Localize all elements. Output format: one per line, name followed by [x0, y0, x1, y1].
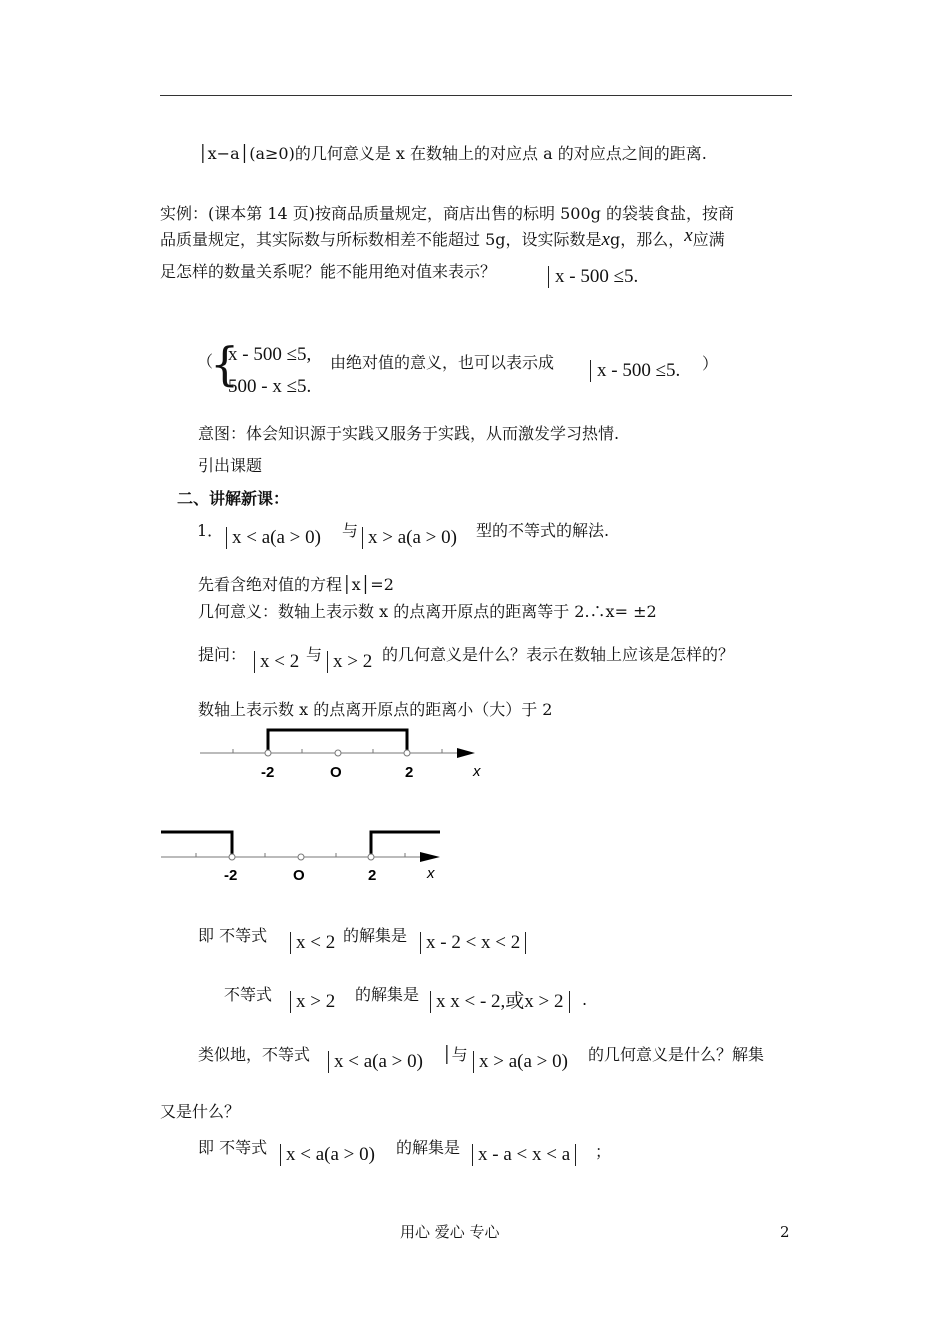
nl2-axis-var: x: [427, 865, 435, 882]
question-math-a: x < 2: [254, 651, 299, 673]
section-heading: 二、讲解新课：: [177, 489, 290, 508]
nl1-label-2: 2: [405, 764, 414, 781]
equation-line: 先看含绝对值的方程│x│=2: [198, 575, 394, 594]
sol1-set: x - 2 < x < 2: [420, 932, 526, 954]
sol1-ineq: x < 2: [290, 932, 335, 954]
nl2-label-origin: O: [293, 867, 305, 884]
system-brace: {: [210, 337, 240, 391]
example-line-1: 实例：(课本第 14 页)按商品质量规定，商店出售的标明 500g 的袋装食盐，按商: [160, 204, 734, 223]
similar-math-a: x < a(a > 0): [328, 1051, 423, 1073]
system-row-1: x - 500 ≤5,: [228, 344, 312, 365]
example-line-2-b: g，那么，: [609, 230, 685, 249]
question-prefix: 提问：: [198, 645, 247, 664]
example-line-2-a: 品质量规定，其实际数与所标数相差不能超过 5g，设实际数是: [160, 230, 602, 249]
system-math: x - 500 ≤5.: [590, 360, 680, 382]
sol2-ineq: x > 2: [290, 991, 335, 1013]
example-math: x - 500 ≤5.: [548, 266, 638, 288]
number-line-1: [195, 725, 495, 785]
item1-math-a: x < a(a > 0): [226, 527, 321, 549]
intro-line: │x−a│(a≥0)的几何意义是 x 在数轴上的对应点 a 的对应点之间的距离.: [198, 144, 707, 163]
example-line-2-c: 应满: [692, 230, 725, 249]
item1-tail: 型的不等式的解法.: [476, 521, 610, 540]
sol3-set: x - a < x < a: [472, 1144, 576, 1166]
system-open-paren: （: [197, 352, 214, 371]
similar-continued: 又是什么？: [160, 1102, 241, 1121]
sol3-ineq: x < a(a > 0): [280, 1144, 375, 1166]
number-line-2: [158, 826, 458, 886]
item1-math-b: x > a(a > 0): [362, 527, 457, 549]
lead-in-line: 引出课题: [198, 456, 263, 475]
item1-mid: 与: [342, 521, 359, 540]
sol2-mid: 的解集是: [355, 985, 420, 1004]
footer-motto: 用心 爱心 专心: [400, 1223, 500, 1241]
sol2-set: x x < - 2,或x > 2: [430, 991, 570, 1013]
item1-number: 1．: [197, 521, 224, 540]
header-rule: [160, 95, 792, 96]
intent-line: 意图：体会知识源于实践又服务于实践，从而激发学习热情.: [198, 424, 620, 443]
system-text: 由绝对值的意义，也可以表示成: [330, 353, 555, 372]
similar-mid: │与: [442, 1045, 468, 1064]
question-math-b: x > 2: [327, 651, 372, 673]
nl1-label-origin: O: [330, 764, 342, 781]
system-row-2: 500 - x ≤5.: [228, 376, 312, 397]
question-mid: 与: [306, 645, 323, 664]
similar-prefix: 类似地，不等式: [198, 1045, 311, 1064]
var-x-2: x: [684, 225, 693, 246]
sol3-end: ；: [595, 1142, 612, 1161]
nl1-axis-var: x: [473, 763, 481, 780]
geometric-line: 几何意义：数轴上表示数 x 的点离开原点的距离等于 2.∴x= ±2: [198, 602, 657, 621]
example-line-2: [160, 225, 725, 251]
sol1-prefix: 即 不等式: [198, 926, 268, 945]
nl2-label-2: 2: [368, 867, 377, 884]
nl1-label-neg2: -2: [261, 764, 275, 781]
example-line-3: 足怎样的数量关系呢？能不能用绝对值来表示？: [160, 262, 497, 281]
question-tail: 的几何意义是什么？表示在数轴上应该是怎样的？: [382, 645, 735, 664]
sol2-end: .: [582, 990, 588, 1009]
sol3-prefix: 即 不等式: [198, 1138, 268, 1157]
system-close-paren: ）: [702, 354, 719, 373]
sol1-mid: 的解集是: [343, 926, 408, 945]
nl2-label-neg2: -2: [224, 867, 238, 884]
sol3-mid: 的解集是: [396, 1138, 461, 1157]
sol2-prefix: 不等式: [224, 985, 273, 1004]
similar-tail: 的几何意义是什么？解集: [588, 1045, 765, 1064]
var-x: x: [601, 229, 610, 250]
axis-description: 数轴上表示数 x 的点离开原点的距离小（大）于 2: [198, 700, 553, 719]
similar-math-b: x > a(a > 0): [473, 1051, 568, 1073]
page-number: 2: [780, 1223, 790, 1241]
